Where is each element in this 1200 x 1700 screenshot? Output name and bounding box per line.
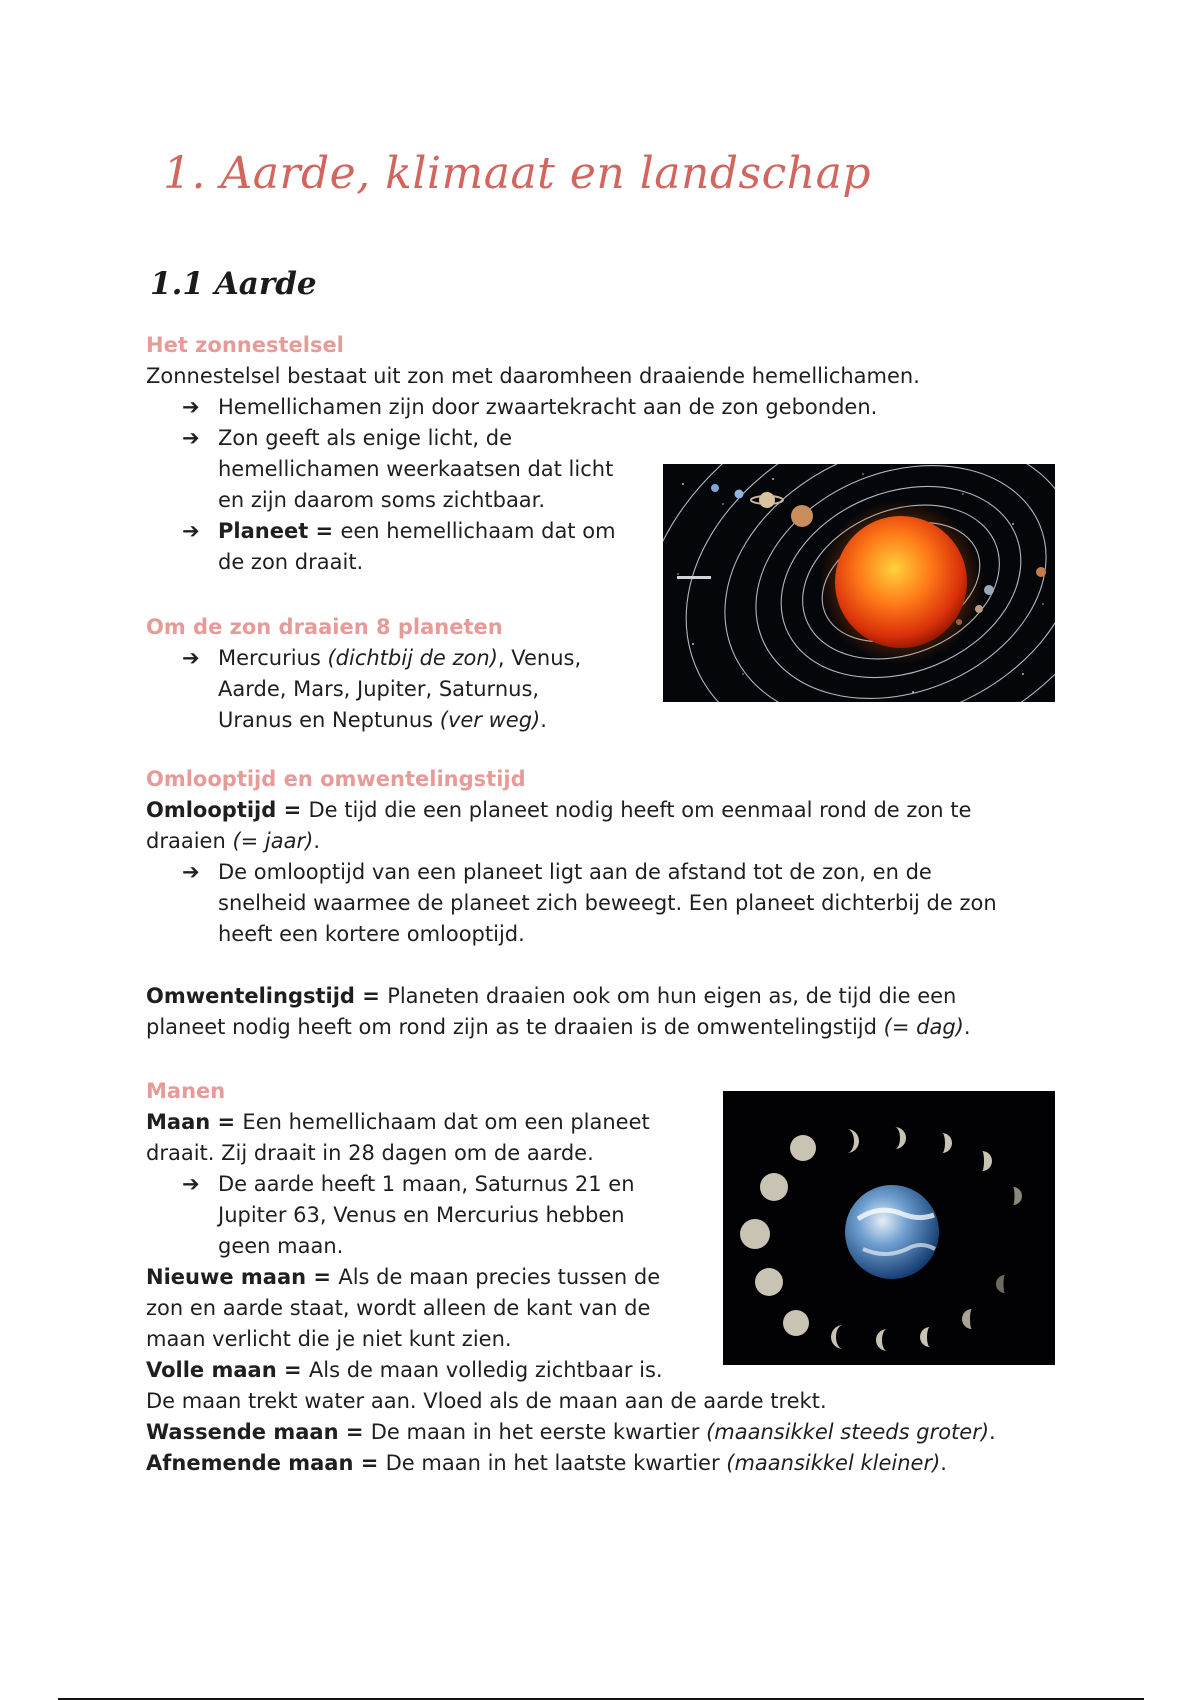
definition: Afnemende maan = De maan in het laatste kwartier (maansikkel kleiner).	[146, 1451, 947, 1475]
arrow-icon: ➔	[182, 860, 200, 884]
section-heading: 1.1 Aarde	[150, 266, 317, 302]
arrow-icon: ➔	[182, 1172, 200, 1196]
definition: Omwentelingstijd = Planeten draaien ook om hun eigen as, de tijd die een	[146, 984, 957, 1008]
subheading-orbital-period: Omlooptijd en omwentelingstijd	[146, 767, 526, 791]
bullet-item: ➔ Hemellichamen zijn door zwaartekracht aan de zon gebonden.	[146, 392, 1066, 423]
bullet-item: ➔ De omlooptijd van een planeet ligt aan de afstand tot de zon, en de snelheid waarmee de planeet zich beweegt. Een planeet dichterbij de zon heeft een kortere omlooptijd.	[146, 857, 1066, 950]
arrow-icon: ➔	[182, 395, 200, 419]
page-title: 1. Aarde, klimaat en landschap	[163, 148, 871, 199]
bullet-item: ➔ De aarde heeft 1 maan, Saturnus 21 en Jupiter 63, Venus en Mercurius hebben geen maan.	[146, 1169, 1066, 1262]
solar-system-illustration	[663, 464, 1055, 702]
definition: Wassende maan = De maan in het eerste kwartier (maansikkel steeds groter).	[146, 1420, 996, 1444]
subheading-solar-system: Het zonnestelsel	[146, 333, 344, 357]
bullet-item: ➔ Planeet = een hemellichaam dat om de zon draait.	[146, 516, 1066, 578]
term: Wassende maan	[146, 1420, 339, 1444]
term: Omlooptijd	[146, 798, 277, 822]
term: Afnemende maan	[146, 1451, 354, 1475]
term: Omwentelingstijd	[146, 984, 355, 1008]
paragraph: Zonnestelsel bestaat uit zon met daaromheen draaiende hemellichamen.	[146, 364, 920, 388]
definition: Maan = Een hemellichaam dat om een planeet	[146, 1110, 650, 1134]
definition: Omlooptijd = De tijd die een planeet nodig heeft om eenmaal rond de zon te	[146, 798, 972, 822]
arrow-icon: ➔	[182, 426, 200, 450]
term: Nieuwe maan	[146, 1265, 307, 1289]
subheading-planets: Om de zon draaien 8 planeten	[146, 615, 503, 639]
bullet-item: ➔ Zon geeft als enige licht, de hemellichamen weerkaatsen dat licht en zijn daarom soms zichtbaar.	[146, 423, 1066, 516]
definition: Volle maan = Als de maan volledig zichtbaar is.	[146, 1358, 663, 1382]
subheading-moons: Manen	[146, 1079, 226, 1103]
moon-phases-illustration	[723, 1091, 1055, 1365]
bullet-item: ➔ Mercurius (dichtbij de zon), Venus, Aarde, Mars, Jupiter, Saturnus, Uranus en Neptunus (ver weg).	[146, 643, 1066, 736]
solar-system-image	[663, 464, 1055, 702]
term: Volle maan	[146, 1358, 277, 1382]
arrow-icon: ➔	[182, 646, 200, 670]
definition: Nieuwe maan = Als de maan precies tussen de	[146, 1265, 661, 1289]
section-orbital-period: Omlooptijd en omwentelingstijd Omlooptijd = De tijd die een planeet nodig heeft om eenmaal rond de zon te draaien (= jaar). ➔ De omlooptijd van een planeet ligt aan de afstand tot de zon, en de snelheid waarmee de planeet zich beweegt. Een planeet dichterbij de zon heeft een kortere omlooptijd. Omwentelingstijd = Planeten draaien ook om hun eigen as, de tijd die een planeet nodig heeft om rond zijn as te draaien is de omwentelingstijd (= dag).	[146, 764, 1066, 1043]
term: Maan	[146, 1110, 211, 1134]
arrow-icon: ➔	[182, 519, 200, 543]
moon-phases-image	[723, 1091, 1055, 1365]
term: Planeet	[218, 519, 309, 543]
section-moons: Manen Maan = Een hemellichaam dat om een planeet draait. Zij draait in 28 dagen om de aarde. ➔ De aarde heeft 1 maan, Saturnus 21 en Jupiter 63, Venus en Mercurius hebben geen maan. Nieuwe maan = Als de maan precies tussen de zon en aarde staat, wordt alleen de kant van de maan verlicht die je niet kunt zien. Volle maan = Als de maan volledig zichtbaar is. De maan trekt water aan. Vloed als de maan aan de aarde trekt. Wassende maan = De maan in het eerste kwartier (maansikkel steeds groter). Afnemende maan = De maan in het laatste kwartier (maansikkel kleiner).	[146, 1076, 1066, 1479]
paragraph: De maan trekt water aan. Vloed als de maan aan de aarde trekt.	[146, 1389, 827, 1413]
